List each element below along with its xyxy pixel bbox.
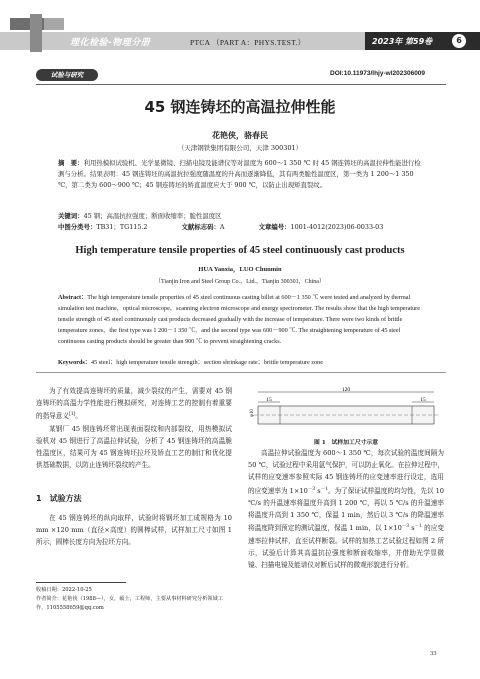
keywords-cn <box>58 211 424 222</box>
class-label: 中图分类号： <box>58 223 97 231</box>
text: 高温拉伸试验温度为 600～1 350 ℃，每次试验的温度间隔为 50 ℃，试验过程中采用氩气保护，可以防止氧化。在拉伸过程中，试样的应变速率参照实际 45 钢连铸坯的应变速率进行设定，选用的应变速率为 1×10 <box>248 449 444 495</box>
divider <box>36 372 446 373</box>
journal-logo-icon <box>10 14 64 52</box>
paper-title-en: High temperature tensile properties of 45 steel continuously cast products <box>75 245 405 256</box>
dim-right-label: 15 <box>420 397 426 403</box>
intro-paragraph: 某钢厂 45 钢连铸坯常出现表面裂纹和内部裂纹，用热模拟试验机对 45 钢进行了高温拉伸试验，分析了 45 钢连铸坯的高温脆性温度区，结果可为 45 钢连铸坯拉坯及矫直工艺的制订和优化提供基础数据，以防止连铸坯裂纹的产生。 <box>36 424 232 470</box>
abstract-text-cn: 利用热模拟试验机、光学显微镜、扫描电镜及能谱仪等对温度为 600～1 350 ℃ 时 45 钢连铸坯的高温拉伸性能进行检测与分析。结果表明：45 钢连铸坯的高温抗拉强度随温度的升高而逐渐降低，其有两类脆性温度区，第一类为 1 200～1 350 ℃，第二类为 600～900 ℃；45 钢连铸坯的矫直温度应大于 900 ℃，以防止出现矫直裂纹。 <box>58 159 421 189</box>
page-number: 33 <box>430 650 437 657</box>
affiliation-cn: （天津钢铁集团有限公司，天津 300301） <box>177 144 303 152</box>
code-label: 文献标志码： <box>181 223 220 231</box>
footnote <box>36 586 232 613</box>
article-label: 文章编号： <box>258 223 291 231</box>
section-heading: 1 试验方法 <box>36 494 82 503</box>
class-value: TB31；TG115.2 <box>96 223 148 231</box>
method-paragraph: 在 45 钢连铸坯的纵向取样，试验时将钢坯加工成规格为 10 mm ×120 mm（直径×高度）的圆棒试样，试样加工尺寸如图 1 所示，圆棒长度方向为拉坯方向。 <box>36 514 232 547</box>
journal-name: 理化检验-物理分册 <box>70 38 151 48</box>
dim-total-label: 120 <box>341 387 351 393</box>
citation: [1] <box>68 412 76 418</box>
abstract-text-en: The high temperature tensile properties of 45 steel continuous casting billet at 600－1 350 ℃ were tested and analyzed by thermal simulation test machine，optical microscope，scanning electron microscope and energy spectrometer. The results show that the high temperature tensile strength of 45 steel continuously cast products decreased gradually with the increase of temperature. There were two kinds of brittle temperature zones，the first type was 1 200－1 350 ℃，and the second type was 600－900 ℃. The straightening temperature of 45 steel continuous casting products should be greater than 900 ℃ to prevent straightening cracks. <box>58 294 420 345</box>
text: 的应变速率拉伸试样，直至试样断裂。试样的加热工艺试验过程如图 2 所示，试验后计算其高温抗拉强度和断面收缩率，并借助光学显微镜、扫描电镜及能谱仪对断后试样的微观形貌进行分析。 <box>248 524 444 570</box>
abstract-label-en: Abstract： <box>58 294 88 301</box>
superscript: －3 <box>401 524 410 530</box>
text: 。为了保证试样温度的均匀性，先以 10 ℃/s 的升温速率将温度升高到 1 200 ℃，再以 5 ℃/s 的升温速率将温度升高到 1 350 ℃，保温 1 min，然后以 3 ℃/s 的降温速率将温度降到预定的测试温度，保温 1 min，以 1×10 <box>248 486 445 533</box>
method-paragraph <box>248 447 444 571</box>
paper-title-cn: 45 钢连铸坯的高温拉伸性能 <box>144 98 336 116</box>
doi: DOI:10.11973/lhjy-wl202306009 <box>330 70 426 77</box>
keywords-label-cn: 关键词： <box>58 212 84 220</box>
intro-paragraph <box>36 385 232 423</box>
superscript: －1 <box>414 524 423 530</box>
authors-cn: 花艳侠，骆春民 <box>212 130 268 140</box>
superscript: －1 <box>320 486 329 492</box>
text: s <box>315 486 321 495</box>
method-continued <box>248 447 444 571</box>
received-date: 收稿日期：2022-10-25 <box>36 587 92 593</box>
author-bio: 作者简介：花艳侠（1988—），女，硕士，工程师，主要从事材料研究分析领域工作，1105558659@qq.com <box>36 596 223 611</box>
figure-caption: 图 1 试样加工尺寸示意 <box>313 440 379 446</box>
keywords-text-en: 45 steel；high temperature tensile strength；section shrinkage rate；brittle temperature zone <box>91 359 323 366</box>
keywords-en <box>58 357 424 368</box>
classification-line <box>58 222 424 233</box>
text: s <box>409 524 415 533</box>
dim-left-label: 15 <box>266 397 272 403</box>
affiliation-en: （Tianjin Iron and Steel Group Co.，Ltd.，Tianjin 300301，China） <box>155 279 325 285</box>
keywords-label-en: Keywords： <box>58 359 91 366</box>
footnote-divider <box>36 582 126 583</box>
code-value: A <box>219 223 225 231</box>
abstract-cn <box>58 158 424 191</box>
intro-section <box>36 385 232 472</box>
method-section <box>36 512 232 549</box>
section-tag: 试验与研究 <box>36 69 98 81</box>
superscript: －3 <box>307 486 316 492</box>
dim-diameter-label: φ10 <box>250 409 255 417</box>
journal-subtitle: PTCA （PART A：PHYS.TEST.） <box>190 38 306 47</box>
article-value: 1001-4012(2023)06-0033-03 <box>290 223 384 231</box>
abstract-en <box>58 292 424 347</box>
specimen-diagram <box>248 386 444 431</box>
issue-info: 2023年 第59卷 <box>372 37 433 46</box>
authors-en: HUA Yanxia，LUO Chunmin <box>198 266 282 273</box>
intro-text-end: 。 <box>75 412 82 421</box>
intro-text: 为了有效提高连铸坯的质量，减少裂纹的产生，需要对 45 钢连铸坯的高温力学性能进行模拟研究，对连铸工艺的控制有着重要的指导意义 <box>36 387 232 421</box>
abstract-label-cn: 摘 要： <box>58 159 84 167</box>
keywords-text-cn: 45 钢；高温抗拉强度；断面收缩率；脆性温度区 <box>83 212 222 220</box>
divider <box>36 84 446 85</box>
issue-number-badge: 6 <box>452 34 466 48</box>
